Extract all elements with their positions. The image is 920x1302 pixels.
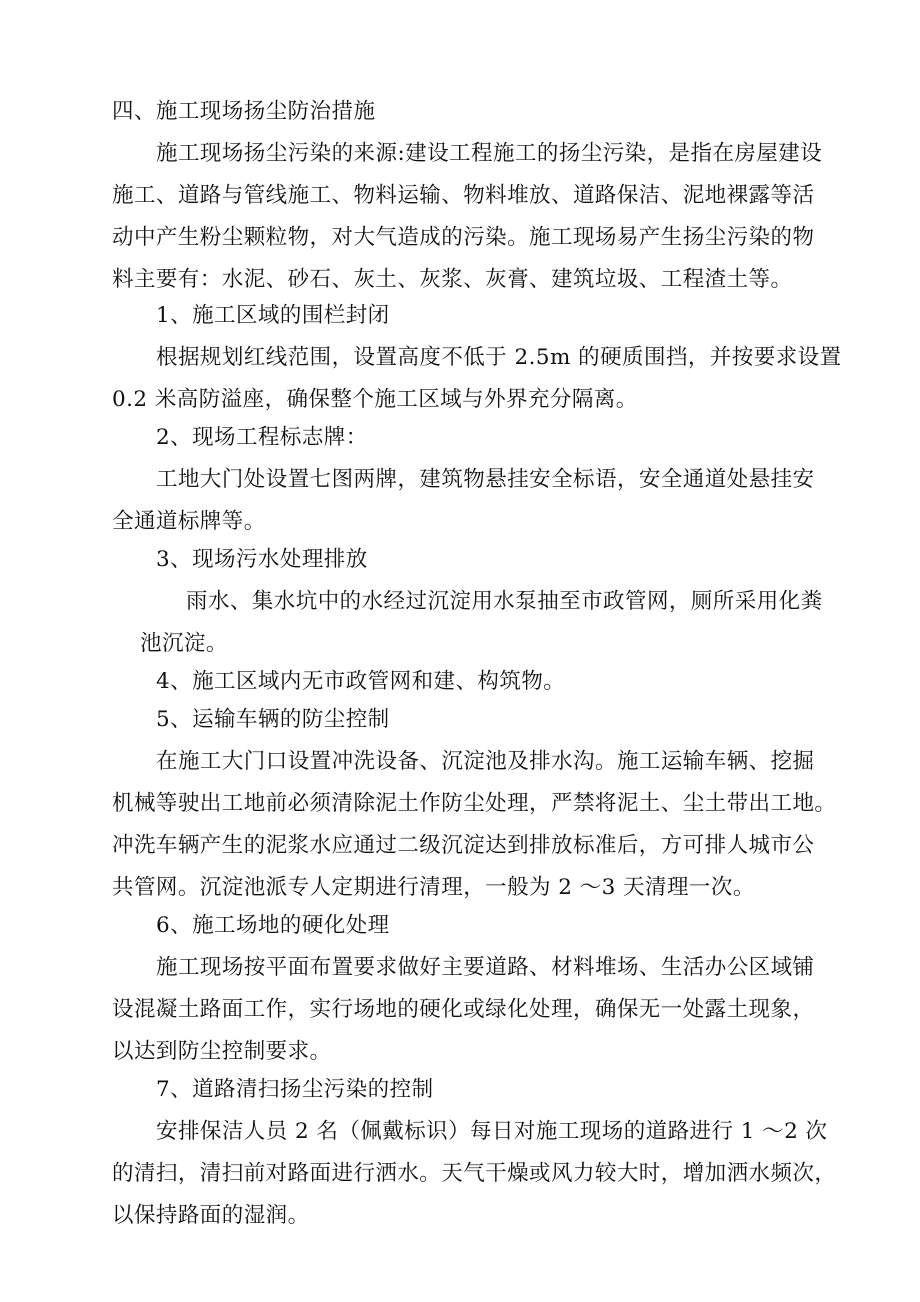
paragraph-line: 冲洗车辆产生的泥浆水应通过二级沉淀达到排放标准后，方可排人城市公 bbox=[112, 833, 815, 858]
paragraph-line: 施工现场扬尘污染的来源:建设工程施工的扬尘污染，是指在房屋建设 bbox=[156, 141, 823, 166]
paragraph-line: 工地大门处设置七图两牌，建筑物悬挂安全标语，安全通道处悬挂安 bbox=[156, 467, 815, 492]
subheading-6: 6、施工场地的硬化处理 bbox=[156, 913, 390, 938]
subheading-2: 2、现场工程标志牌： bbox=[156, 425, 368, 450]
subheading-1: 1、施工区域的围栏封闭 bbox=[156, 303, 390, 328]
paragraph-line: 以达到防尘控制要求。 bbox=[112, 1039, 332, 1064]
paragraph-line: 施工、道路与管线施工、物料运输、物料堆放、道路保洁、泥地裸露等活 bbox=[112, 183, 815, 208]
paragraph-line: 机械等驶出工地前必须清除泥土作防尘处理，严禁将泥土、尘土带出工地。 bbox=[112, 791, 837, 816]
paragraph-line: 在施工大门口设置冲洗设备、沉淀池及排水沟。施工运输车辆、挖掘 bbox=[156, 749, 815, 774]
paragraph-line: 料主要有：水泥、砂石、灰土、灰浆、灰膏、建筑垃圾、工程渣土等。 bbox=[112, 267, 793, 292]
subheading-3: 3、现场污水处理排放 bbox=[156, 547, 368, 572]
subheading-7: 7、道路清扫扬尘污染的控制 bbox=[156, 1077, 434, 1102]
paragraph-line: 雨水、集水坑中的水经过沉淀用水泵抽至市政管网，厕所采用化粪 bbox=[186, 589, 823, 614]
paragraph-line: 安排保洁人员 2 名（佩戴标识）每日对施工现场的道路进行 1 ～2 次 bbox=[156, 1119, 828, 1144]
section-heading: 四、施工现场扬尘防治措施 bbox=[112, 99, 376, 124]
paragraph-line: 池沉淀。 bbox=[140, 631, 228, 656]
paragraph-line: 施工现场按平面布置要求做好主要道路、材料堆场、生活办公区域铺 bbox=[156, 955, 815, 980]
paragraph-line: 以保持路面的湿润。 bbox=[112, 1203, 310, 1228]
paragraph-line: 动中产生粉尘颗粒物，对大气造成的污染。施工现场易产生扬尘污染的物 bbox=[112, 225, 815, 250]
paragraph-line: 0.2 米高防溢座，确保整个施工区域与外界充分隔离。 bbox=[112, 387, 638, 412]
paragraph-line: 全通道标牌等。 bbox=[112, 509, 266, 534]
subheading-4: 4、施工区域内无市政管网和建、构筑物。 bbox=[156, 669, 566, 694]
paragraph-line: 设混凝土路面工作，实行场地的硬化或绿化处理，确保无一处露土现象， bbox=[112, 997, 815, 1022]
paragraph-line: 的清扫，清扫前对路面进行洒水。天气干燥或风力较大时，增加洒水频次， bbox=[112, 1161, 837, 1186]
paragraph-line: 共管网。沉淀池派专人定期进行清理，一般为 2 ～3 天清理一次。 bbox=[112, 875, 755, 900]
subheading-5: 5、运输车辆的防尘控制 bbox=[156, 707, 390, 732]
paragraph-line: 根据规划红线范围，设置高度不低于 2.5m 的硬质围挡，并按要求设置 bbox=[156, 345, 842, 370]
